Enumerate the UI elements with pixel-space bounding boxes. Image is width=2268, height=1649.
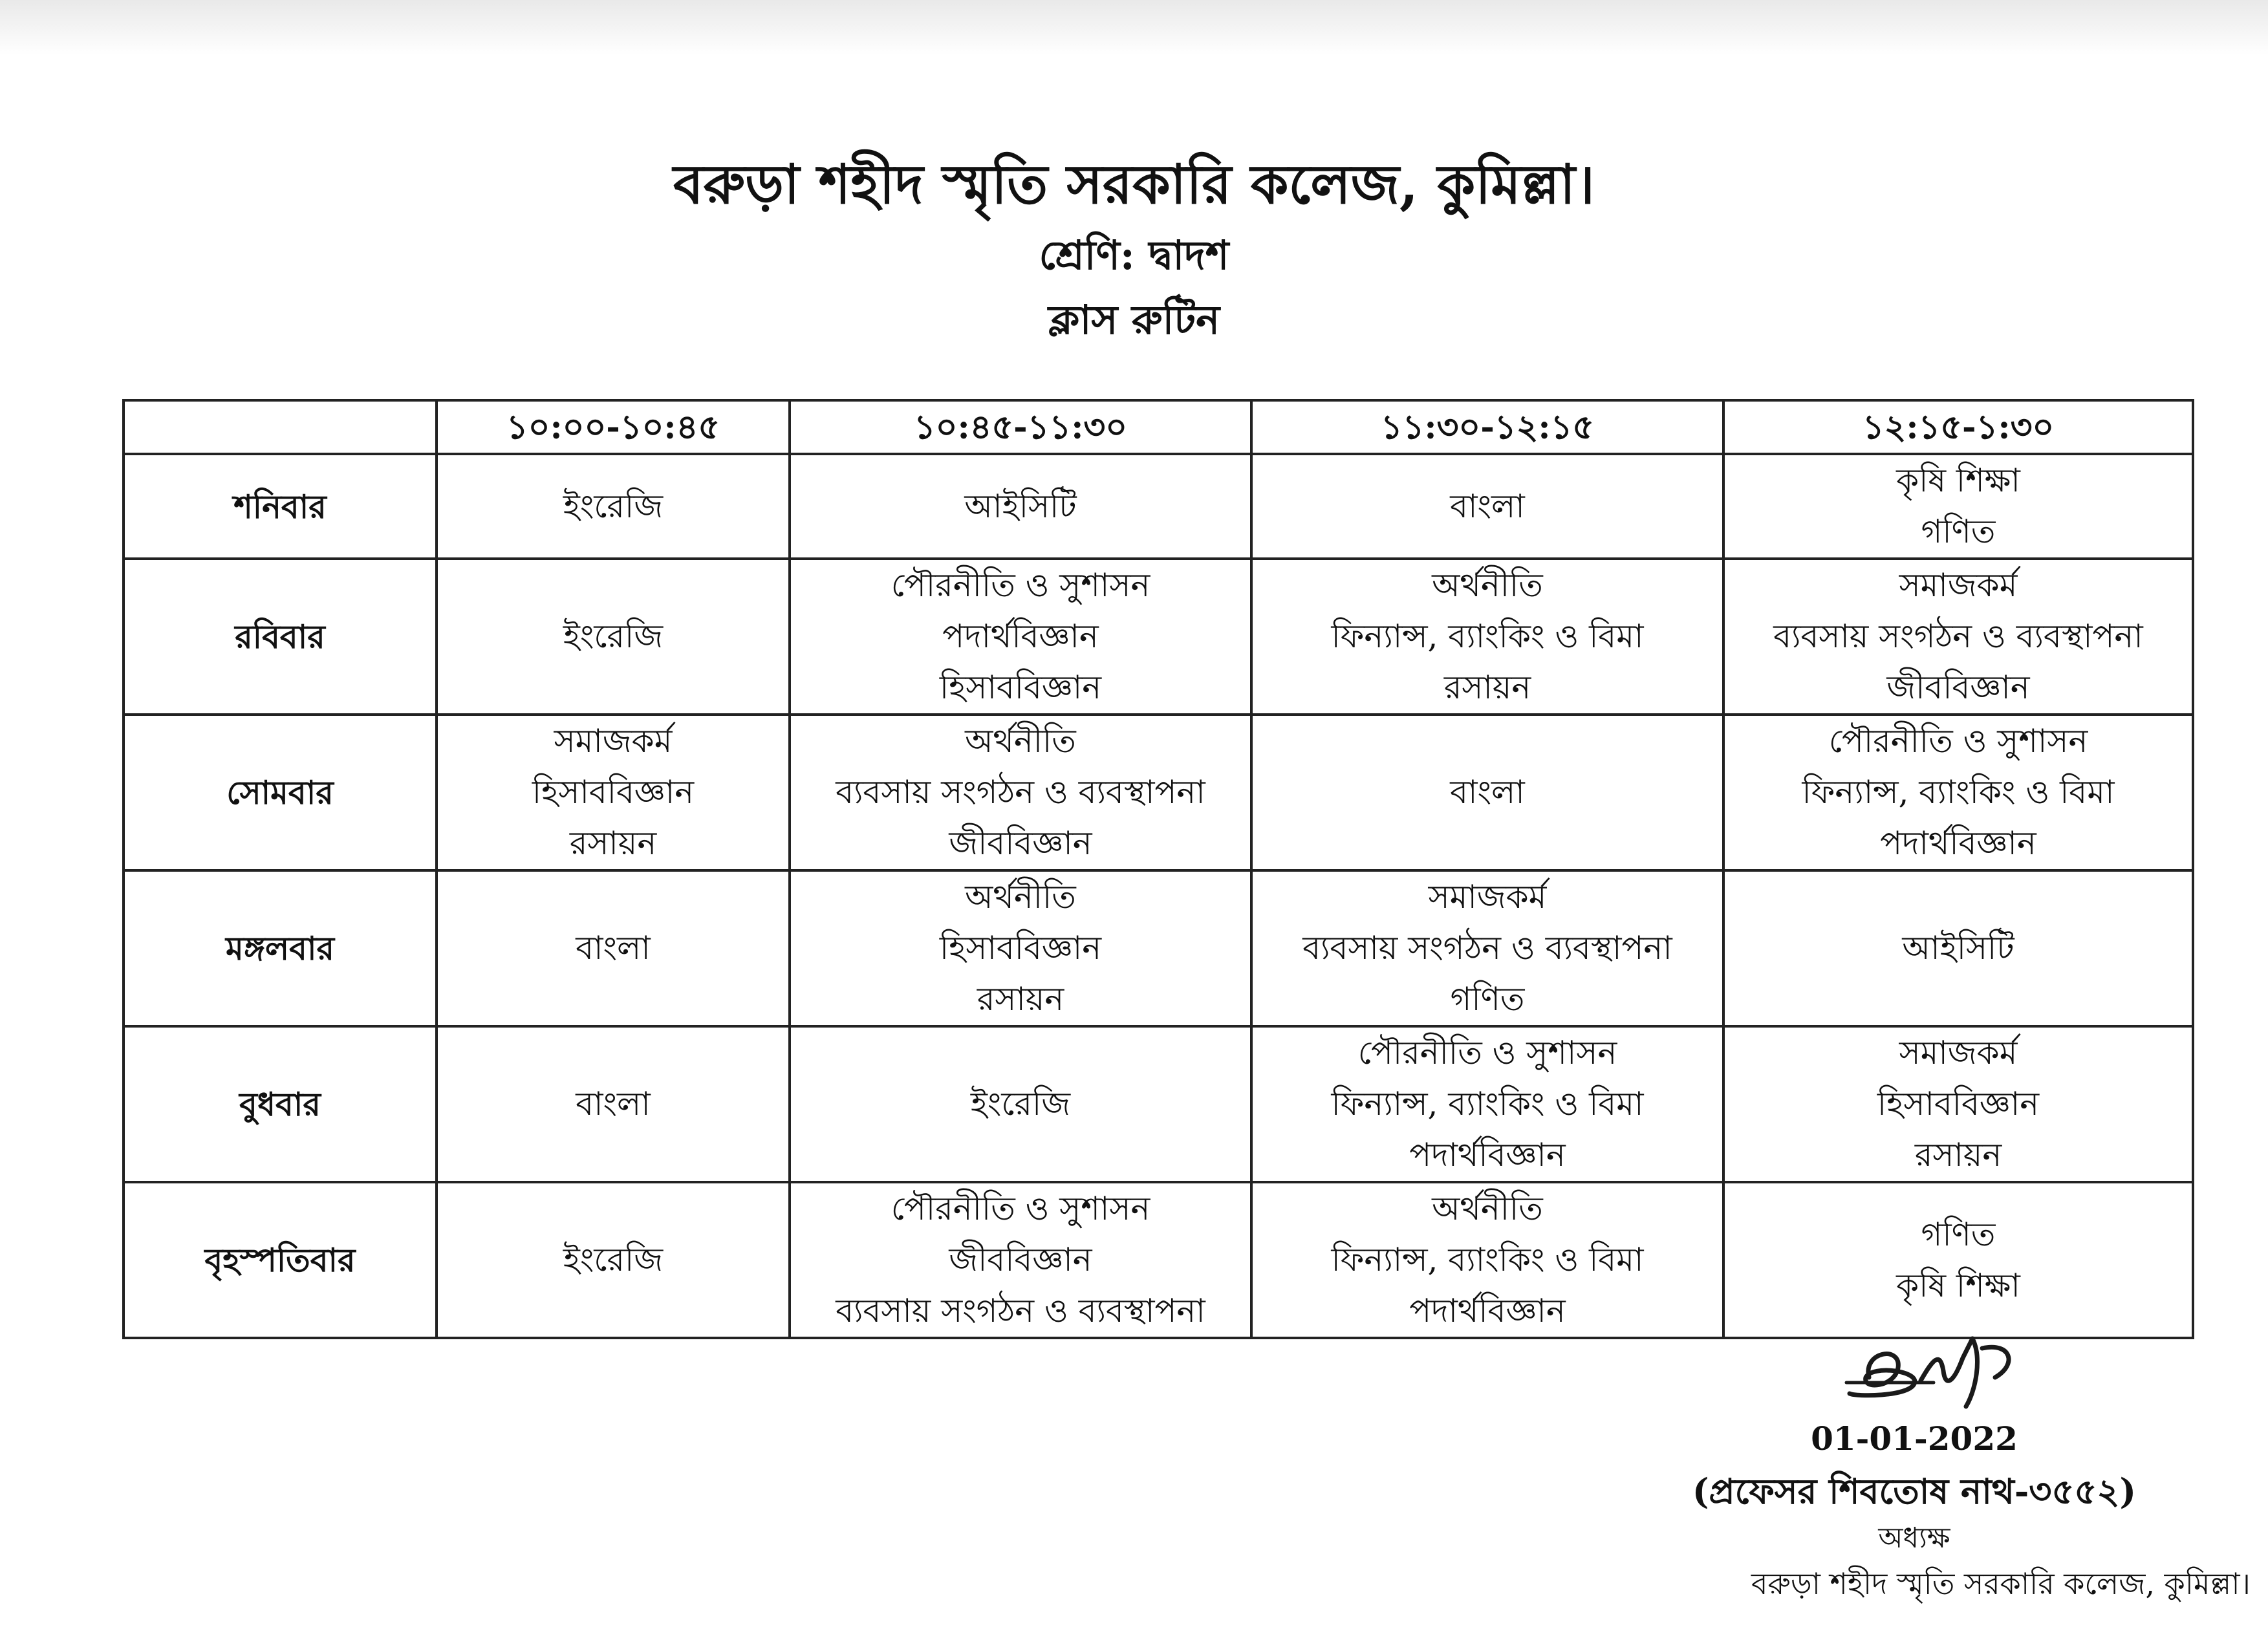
period-cell xyxy=(1251,715,1723,870)
subject-name: ফিন্যান্স, ব্যাংকিং ও বিমা xyxy=(1331,1085,1644,1123)
day-cell: সোমবার xyxy=(124,715,437,870)
subject-name: ফিন্যান্স, ব্যাংকিং ও বিমা xyxy=(1331,618,1644,655)
document-header xyxy=(0,146,2268,352)
period-cell xyxy=(1723,870,2193,1026)
subject-name: জীববিজ্ঞান xyxy=(949,824,1092,862)
period-cell xyxy=(790,559,1251,715)
period-cell xyxy=(1251,454,1723,559)
subject-name: ব্যবসায় সংগঠন ও ব্যবস্থাপনা xyxy=(836,773,1205,811)
subject-name: রসায়ন xyxy=(1443,669,1531,706)
period-cell xyxy=(790,454,1251,559)
subject-name: ব্যবসায় সংগঠন ও ব্যবস্থাপনা xyxy=(836,1292,1205,1330)
subject-name: হিসাববিজ্ঞান xyxy=(939,929,1102,967)
period-cell xyxy=(1723,454,2193,559)
signature-block xyxy=(1604,1332,2251,1636)
subject-name: পদার্থবিজ্ঞান xyxy=(1409,1136,1566,1174)
subject-name: পৌরনীতি ও সুশাসন xyxy=(891,1190,1150,1227)
period-header: ১২:১৫-১:৩০ xyxy=(1723,400,2193,454)
subject-name: অর্থনীতি xyxy=(965,722,1076,760)
scan-edge xyxy=(0,0,2268,55)
day-cell: বুধবার xyxy=(124,1026,437,1182)
period-cell xyxy=(1251,1026,1723,1182)
period-header: ১০:৪৫-১১:৩০ xyxy=(790,400,1251,454)
period-header-blank xyxy=(124,400,437,454)
period-cell xyxy=(790,1026,1251,1182)
subject-name: ফিন্যান্স, ব্যাংকিং ও বিমা xyxy=(1331,1241,1644,1278)
subject-name: অর্থনীতি xyxy=(1432,1190,1543,1227)
period-cell xyxy=(1723,715,2193,870)
subject-name: হিসাববিজ্ঞান xyxy=(1877,1085,2040,1123)
period-cell xyxy=(437,1182,790,1338)
subject-name: বাংলা xyxy=(576,929,651,967)
routine-row xyxy=(124,454,2193,559)
period-header-row xyxy=(124,400,2193,454)
subject-name: ইংরেজি xyxy=(563,487,664,525)
subject-name: ব্যবসায় সংগঠন ও ব্যবস্থাপনা xyxy=(1302,929,1672,967)
day-cell: শনিবার xyxy=(124,454,437,559)
subject-name: রসায়ন xyxy=(1914,1136,2002,1174)
subject-name: পৌরনীতি ও সুশাসন xyxy=(891,566,1150,604)
subject-name: রসায়ন xyxy=(569,824,657,862)
period-cell xyxy=(437,559,790,715)
college-title: বরুড়া শহীদ স্মৃতি সরকারি কলেজ, কুমিল্লা। xyxy=(673,152,1595,216)
subject-name: হিসাববিজ্ঞান xyxy=(939,669,1102,706)
signature-date: 01-01-2022 xyxy=(1811,1419,2018,1458)
subject-name: গণিত xyxy=(1450,980,1525,1018)
subject-name: ইংরেজি xyxy=(563,618,664,655)
subject-name: অর্থনীতি xyxy=(965,878,1076,916)
period-cell xyxy=(1251,870,1723,1026)
subject-name: সমাজকর্ম xyxy=(1899,1034,2018,1072)
subject-name: বাংলা xyxy=(1450,487,1525,525)
subject-name: কৃষি শিক্ষা xyxy=(1896,1266,2020,1304)
subject-name: অর্থনীতি xyxy=(1432,566,1543,604)
period-cell xyxy=(1723,1026,2193,1182)
period-cell xyxy=(437,454,790,559)
subject-name: পদার্থবিজ্ঞান xyxy=(1880,824,2036,862)
subject-name: জীববিজ্ঞান xyxy=(1886,669,2030,706)
period-header: ১১:৩০-১২:১৫ xyxy=(1251,400,1723,454)
period-header: ১০:০০-১০:৪৫ xyxy=(437,400,790,454)
routine-row xyxy=(124,870,2193,1026)
subject-name: বাংলা xyxy=(576,1085,651,1123)
subject-name: আইসিটি xyxy=(964,487,1077,525)
subject-name: সমাজকর্ম xyxy=(1428,878,1547,916)
subject-name: হিসাববিজ্ঞান xyxy=(532,773,695,811)
subject-name: রসায়ন xyxy=(977,980,1064,1018)
routine-row xyxy=(124,559,2193,715)
subject-name: ইংরেজি xyxy=(563,1241,664,1278)
subject-name: ব্যবসায় সংগঠন ও ব্যবস্থাপনা xyxy=(1773,618,2143,655)
period-cell xyxy=(790,870,1251,1026)
class-label: শ্রেণি: দ্বাদশ xyxy=(1039,232,1229,279)
routine-row xyxy=(124,1182,2193,1338)
day-cell: মঙ্গলবার xyxy=(124,870,437,1026)
principal-designation: অধ্যক্ষ xyxy=(1878,1522,1950,1555)
period-cell xyxy=(790,715,1251,870)
period-cell xyxy=(437,870,790,1026)
subject-name: সমাজকর্ম xyxy=(1899,566,2018,604)
day-cell: রবিবার xyxy=(124,559,437,715)
period-cell xyxy=(1251,1182,1723,1338)
subject-name: বাংলা xyxy=(1450,773,1525,811)
subject-name: গণিত xyxy=(1921,513,1996,550)
period-cell xyxy=(437,1026,790,1182)
subject-name: গণিত xyxy=(1921,1215,1996,1253)
subject-name: পদার্থবিজ্ঞান xyxy=(942,618,1099,655)
period-cell xyxy=(1251,559,1723,715)
subject-name: ফিন্যান্স, ব্যাংকিং ও বিমা xyxy=(1802,773,2115,811)
period-cell xyxy=(1723,559,2193,715)
subject-name: জীববিজ্ঞান xyxy=(949,1241,1092,1278)
subject-name: পৌরনীতি ও সুশাসন xyxy=(1357,1034,1617,1072)
signature-college: বরুড়া শহীদ স্মৃতি সরকারি কলেজ, কুমিল্লা। xyxy=(1751,1566,2251,1601)
subject-name: ইংরেজি xyxy=(970,1085,1071,1123)
handwritten-signature xyxy=(1843,1332,2037,1410)
subject-name: কৃষি শিক্ষা xyxy=(1896,462,2020,499)
subject-name: আইসিটি xyxy=(1902,929,2014,967)
routine-body xyxy=(124,454,2193,1338)
routine-row xyxy=(124,715,2193,870)
period-cell xyxy=(790,1182,1251,1338)
subject-name: সমাজকর্ম xyxy=(554,722,673,760)
day-cell: বৃহস্পতিবার xyxy=(124,1182,437,1338)
class-routine-table xyxy=(122,399,2194,1339)
routine-row xyxy=(124,1026,2193,1182)
subject-name: পদার্থবিজ্ঞান xyxy=(1409,1292,1566,1330)
routine-title: ক্লাস রুটিন xyxy=(1048,296,1220,343)
period-cell xyxy=(437,715,790,870)
subject-name: পৌরনীতি ও সুশাসন xyxy=(1828,722,2088,760)
principal-name: (প্রফেসর শিবতোষ নাথ-৩৫৫২) xyxy=(1692,1471,2137,1512)
period-cell xyxy=(1723,1182,2193,1338)
